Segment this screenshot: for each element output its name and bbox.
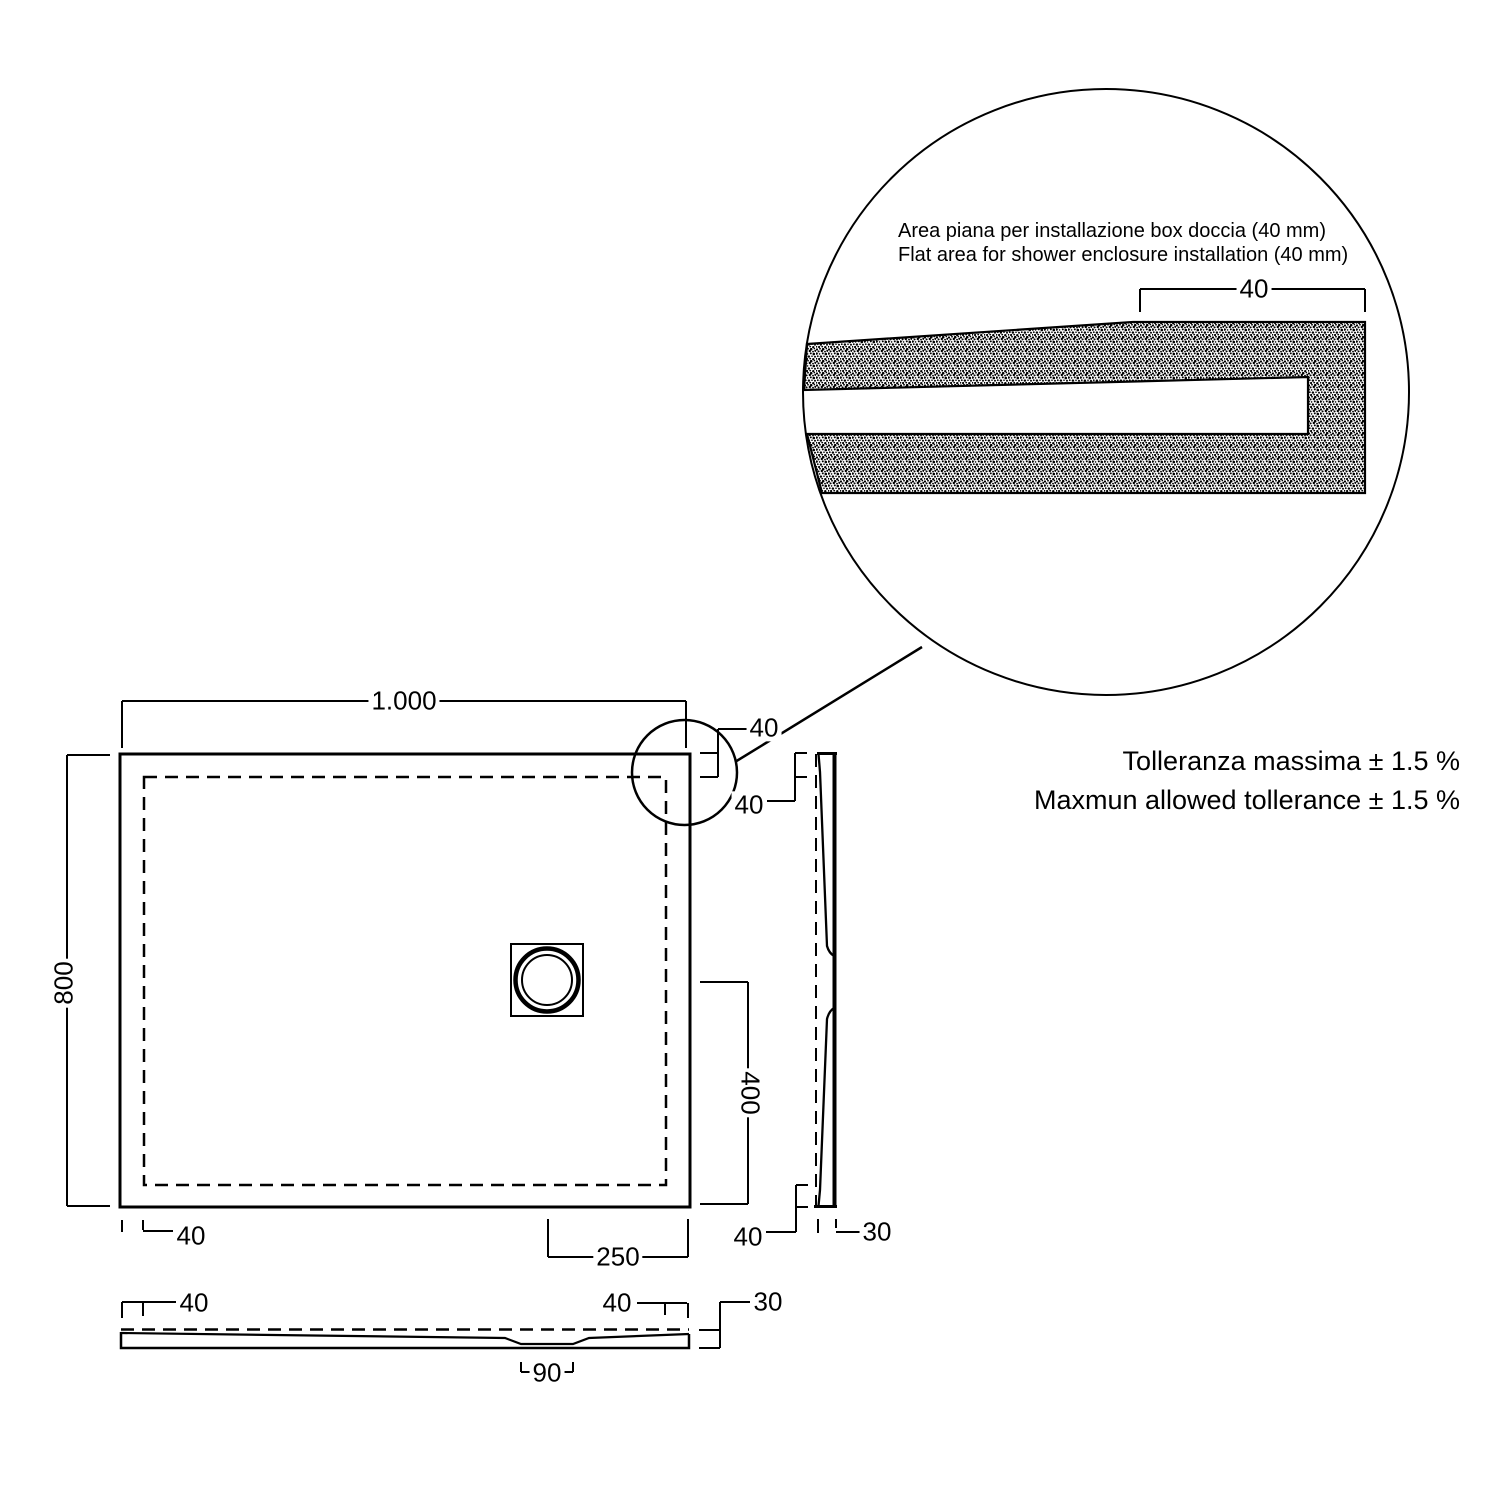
dim-plan-height: 800 — [50, 958, 77, 1007]
dim-side-border-bottom: 40 — [731, 1223, 766, 1250]
side-surface-profile — [819, 754, 835, 1206]
dim-section-thickness: 30 — [751, 1288, 786, 1315]
detail-note — [898, 219, 1348, 267]
detail-view — [803, 89, 1409, 695]
dim-plan-border-bottom-left: 40 — [174, 1222, 209, 1249]
dim-plan-width: 1.000 — [368, 687, 439, 714]
dim-section-thickness-lines — [699, 1302, 750, 1348]
dim-plan-border-side-corner: 40 — [732, 791, 767, 818]
plan-flat-border-dashed — [144, 777, 666, 1185]
dim-side-thickness: 30 — [860, 1218, 895, 1245]
dim-plan-border-top-corner: 40 — [747, 714, 782, 741]
dim-drain-offset-y: 400 — [736, 1068, 763, 1117]
dim-section-channel: 90 — [530, 1359, 565, 1386]
detail-cross-section-stippled — [804, 322, 1365, 493]
detail-leader-line — [735, 647, 922, 762]
plan-view — [67, 701, 807, 1257]
section-view — [121, 1302, 750, 1372]
dim-section-border-left: 40 — [177, 1289, 212, 1316]
tolerance-note — [1034, 742, 1460, 820]
dim-section-border-right: 40 — [600, 1289, 635, 1316]
detail-note-line2: Flat area for shower enclosure installation (40 mm) — [898, 244, 1349, 266]
dim-section-border-right-lines — [637, 1303, 688, 1318]
callout-circle — [632, 720, 737, 825]
side-view — [766, 753, 862, 1233]
dim-plan-border-side-lines — [767, 753, 807, 801]
drain — [511, 944, 583, 1016]
dim-plan-border-bl-lines — [122, 1220, 173, 1232]
dim-side-thickness-lines — [818, 1219, 862, 1233]
tolerance-line1: Tolleranza massima ± 1.5 % — [1122, 746, 1460, 776]
dim-detail-flat-width: 40 — [1237, 275, 1272, 302]
plan-outline — [120, 754, 690, 1207]
section-surface-profile — [121, 1333, 689, 1344]
tolerance-line2: Maxmun allowed tollerance ± 1.5 % — [1033, 785, 1460, 815]
dim-side-border-bottom-lines — [766, 1185, 808, 1232]
dim-section-border-left-lines — [122, 1302, 176, 1318]
dim-drain-offset-x: 250 — [593, 1243, 642, 1270]
detail-note-line1: Area piana per installazione box doccia (40 mm) — [898, 220, 1326, 242]
